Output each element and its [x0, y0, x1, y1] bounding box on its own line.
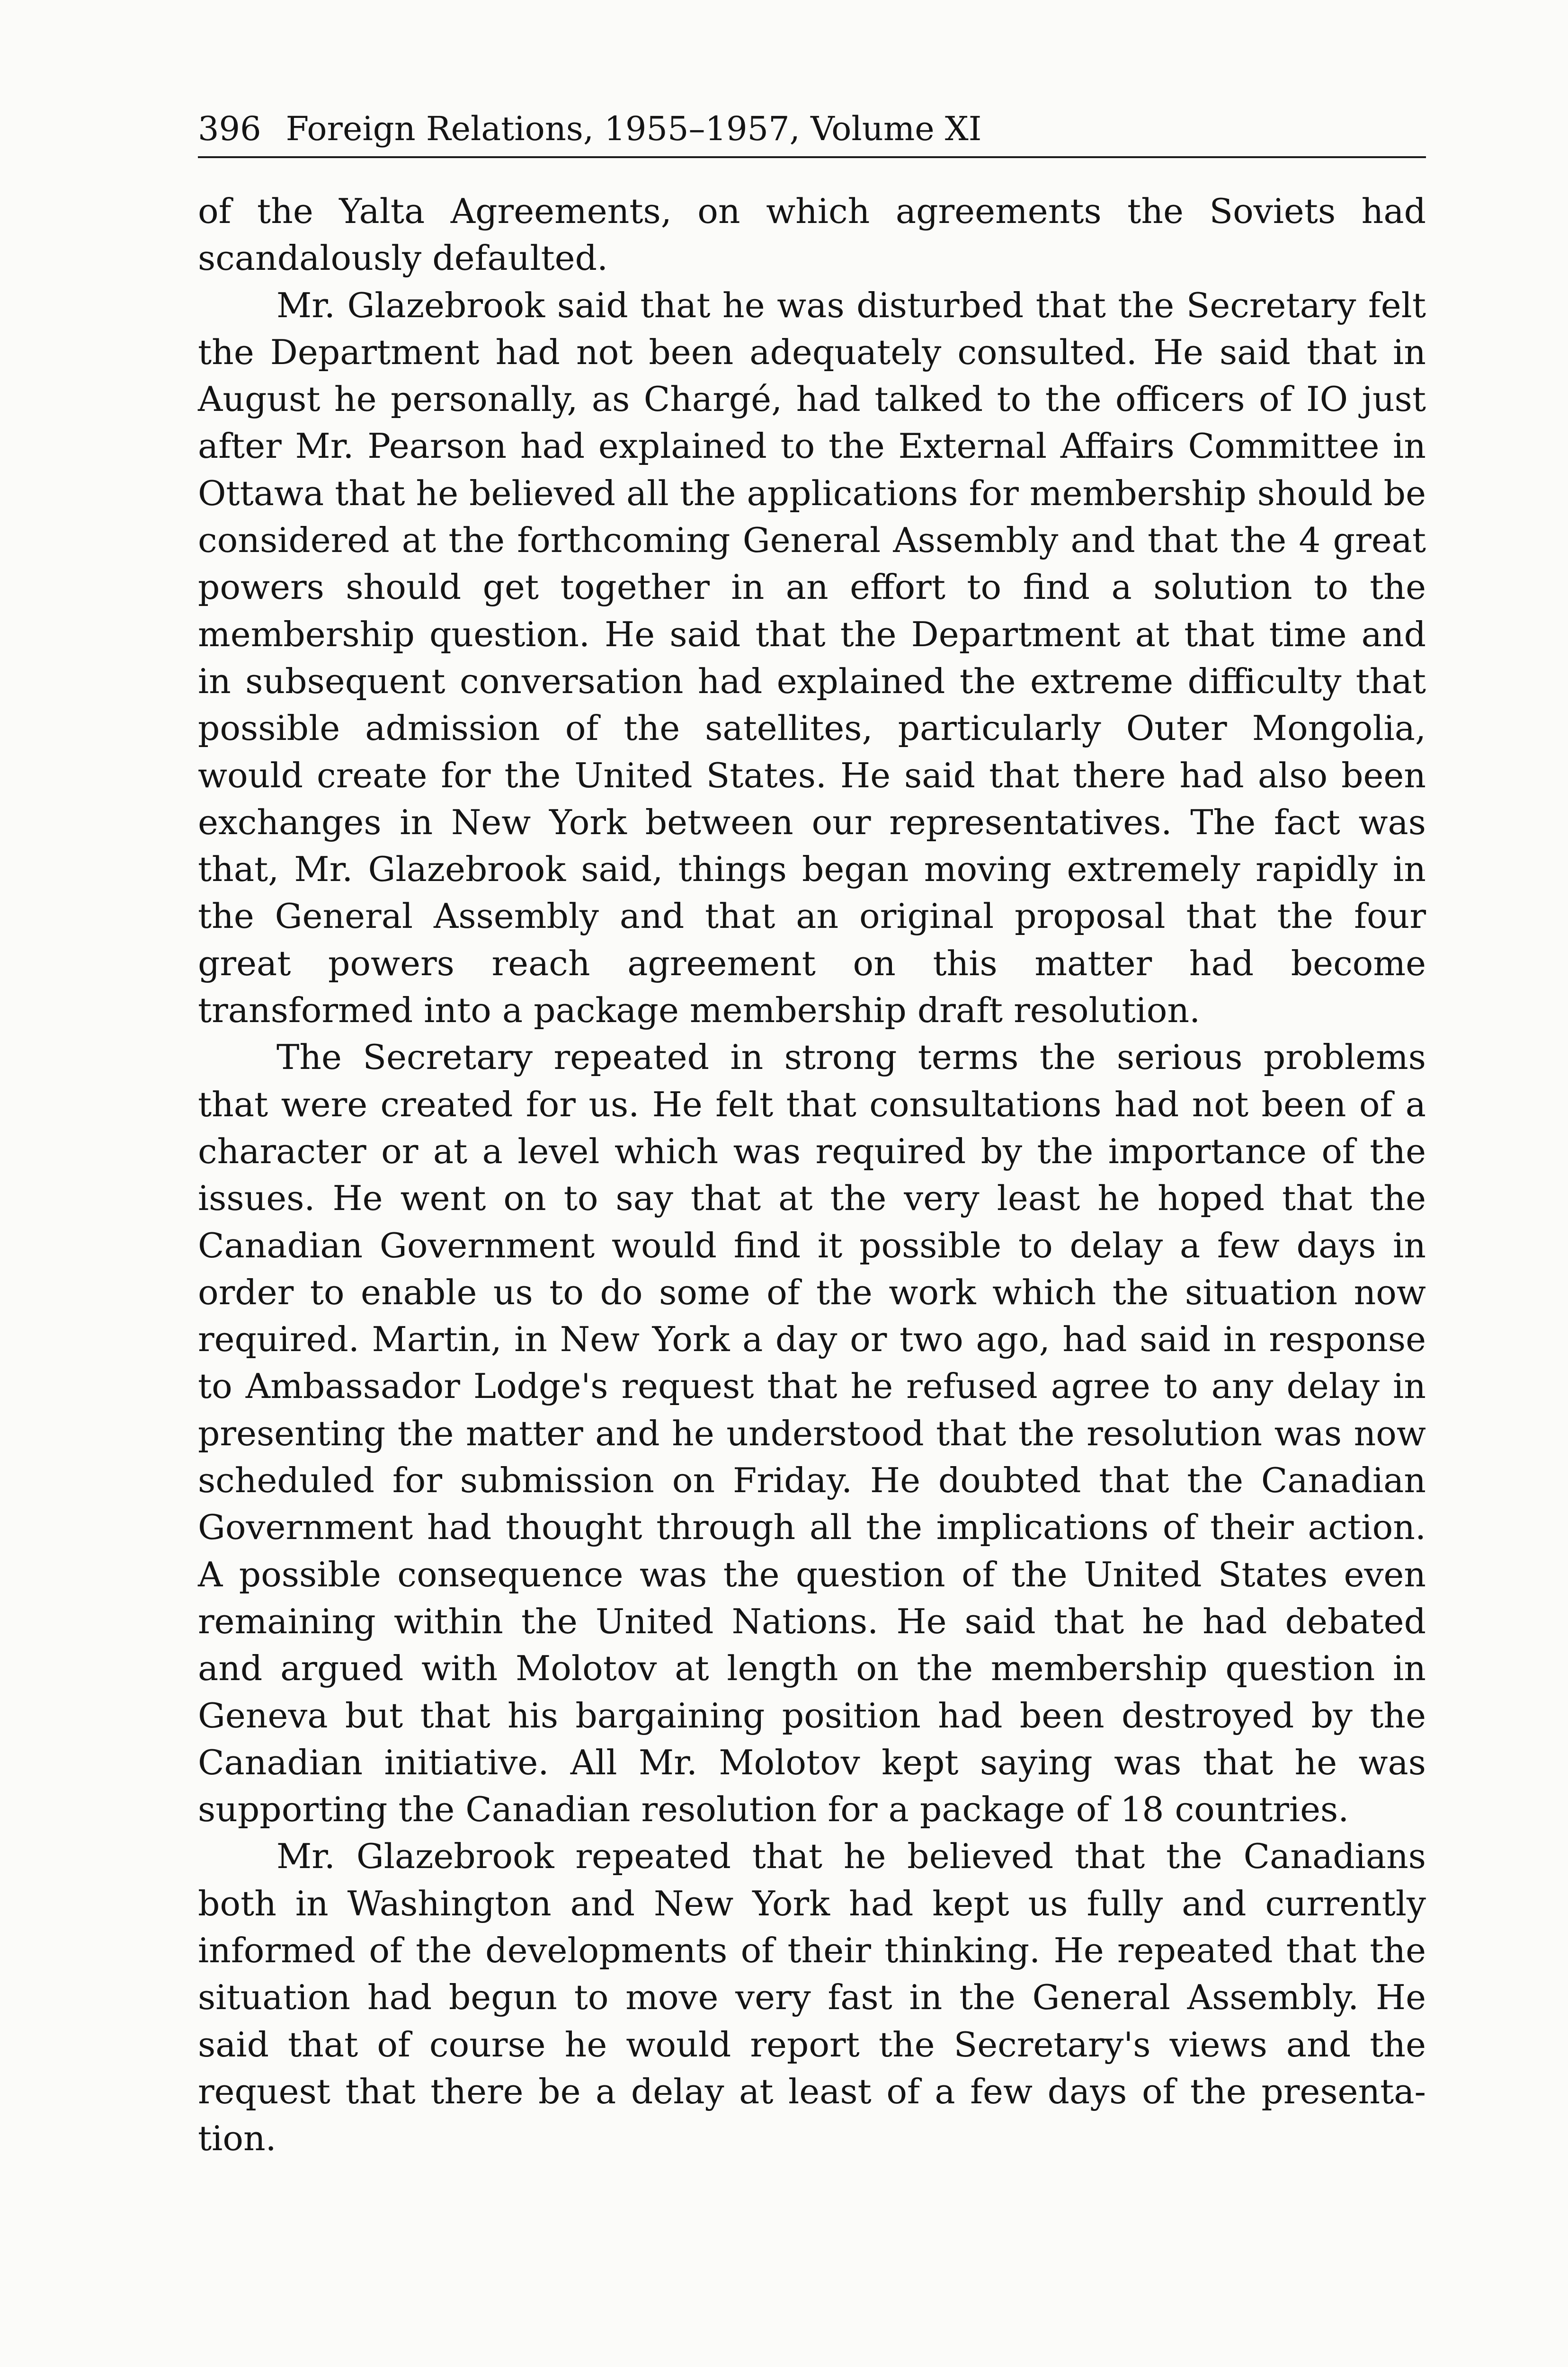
paragraph-continued: of the Yalta Agreements, on which agreements the Soviets had scandalously defaulted.	[198, 192, 1426, 279]
paragraph-glazebrook-reply: Mr. Glazebrook repeated that he believed that the Canadians both in Washington and New York had kept us fully and currently informed of the developments of their thinking. He repeated that the situation had begun to move very fast in the General Assembly. He said that of course he would report the Secretary's views and the request that there be a delay at least of a few days of the presentation.	[198, 1837, 1426, 2159]
paragraph-secretary-response: The Secretary repeated in strong terms the serious problems that were created for us. He felt that consultations had not been of a character or at a level which was required by the importance of the issues. He went on to say that at the very least he hoped that the Canadian Government would find it possible to delay a few days in order to enable us to do some of the work which the situation now required. Martin, in New York a day or two ago, had said in response to Ambassador Lodge's request that he refused agree to any delay in presenting the matter and he understood that the resolution was now scheduled for submission on Friday. He doubted that the Canadian Government had thought through all the implications of their action. A possible consequence was the question of the United States even remaining within the United Nations. He said that he had debated and argued with Molotov at length on the membership question in Geneva but that his bargaining position had been destroyed by the Canadian initiative. All Mr. Molotov kept saying was that he was supporting the Canadian resolution for a package of 18 countries.	[198, 1038, 1426, 1830]
page-number: 396	[198, 109, 261, 148]
running-title: Foreign Relations, 1955–1957, Volume XI	[285, 109, 982, 148]
paragraph-glazebrook-consultation: Mr. Glazebrook said that he was disturbed that the Secretary felt the Department had not been adequately consulted. He said that in August he personally, as Chargé, had talked to the officers of IO just after Mr. Pearson had explained to the External Affairs Committee in Ottawa that he believed all the applications for membership should be considered at the forthcoming General Assembly and that the 4 great powers should get together in an effort to find a solution to the membership question. He said that the Department at that time and in subsequent conversation had explained the extreme difficulty that possible admission of the satellites, particularly Outer Mongolia, would create for the United States. He said that there had also been exchanges in New York between our representatives. The fact was that, Mr. Glazebrook said, things began moving extremely rapidly in the General Assembly and that an original proposal that the four great powers reach agreement on this matter had become transformed into a package membership draft resolution.	[198, 285, 1426, 1031]
body-text	[198, 188, 1426, 2162]
running-header	[198, 105, 1426, 158]
